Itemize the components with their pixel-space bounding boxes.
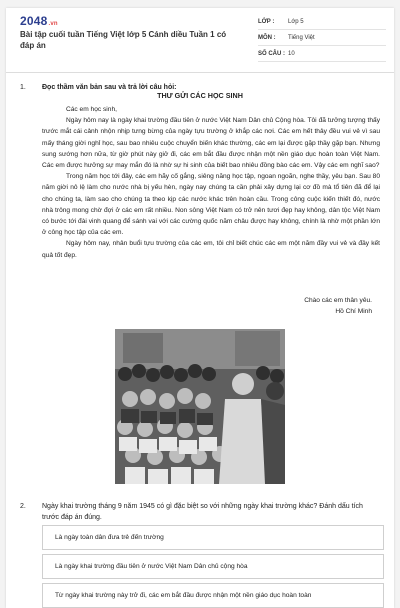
answer-option-1[interactable]: Là ngày toàn dân đưa trẻ đến trường bbox=[42, 525, 384, 550]
meta-row-grade: LỚP : Lớp 5 bbox=[258, 14, 386, 30]
historical-photo bbox=[115, 329, 285, 484]
letter-paragraph-1: Ngày hôm nay là ngày khai trường đầu tiên ở nước Việt Nam Dân chủ Cộng hòa. Tôi đã tưởng tượng thấy trước mắt cái cảnh nhộn nhịp tưng bừng của ngày tựu trường ở khắp các nơi. Các em hết thảy đều vui vẻ vì sau mấy tháng giời nghỉ học, sau bao nhiêu cuộc chuyển biến khác thường, các em lại được gặp thầy gặp bạn. Nhưng sung sướng hơn nữa, từ giờ phút này giở đi, các em bắt đầu được nhận một nền giáo dục hoàn toàn Việt Nam. Các em được hưởng sự may mắn đó là nhờ sự hi sinh của biết bao nhiêu đồng bào các em. Vậy các em nghĩ sao? bbox=[42, 117, 380, 170]
document-title: Bài tập cuối tuần Tiếng Việt lớp 5 Cánh diều Tuần 1 có đáp án bbox=[20, 30, 227, 50]
answer-option-2[interactable]: Là ngày khai trường đầu tiên ở nước Việt Nam Dân chủ cộng hòa bbox=[42, 554, 384, 579]
meta-row-subject: MÔN : Tiếng Việt bbox=[258, 30, 386, 46]
meta-row-question-count: SỐ CÂU : 10 bbox=[258, 46, 386, 62]
question-2 bbox=[20, 501, 380, 523]
worksheet-meta bbox=[258, 14, 386, 62]
site-logo[interactable]: 2048.vn bbox=[20, 14, 58, 28]
letter-paragraph-2: Trong năm học tới đây, các em hãy cố gắng, siêng năng học tập, ngoan ngoãn, nghe thầy, yêu bạn. Sau 80 năm giời nô lệ làm cho nước nhà bị yếu hèn, ngày nay chúng ta cần phải xây dựng lại cơ đồ mà tổ tiên đã để lại cho chúng ta, làm sao cho chúng ta theo kịp các nước khác trên hoàn cầu. Trong công cuộc kiến thiết đó, nước nhà trông mong chờ đợi ở các em rất nhiều. Non sông Việt Nam có trở nên tươi đẹp hay không, dân tộc Việt Nam có bước tới đài vinh quang để sánh vai với các cường quốc năm châu được hay không, chính là nhờ một phần lớn ở công học tập của các em. bbox=[42, 173, 380, 237]
worksheet-card bbox=[6, 8, 394, 608]
reading-passage bbox=[42, 104, 380, 261]
letter-signature: Hồ Chí Minh bbox=[335, 308, 372, 315]
question-prompt: Đọc thầm văn bản sau và trả lời câu hỏi: bbox=[42, 84, 177, 91]
question-number: 2. bbox=[20, 503, 26, 510]
answer-option-3[interactable]: Từ ngày khai trường này trở đi, các em bắt đầu được nhận một nền giáo dục hoàn toàn bbox=[42, 583, 384, 608]
question-prompt: Ngày khai trường tháng 9 năm 1945 có gì đặc biệt so với những ngày khai trường khác? Đánh dấu tích trước đáp án đúng. bbox=[42, 503, 363, 521]
worksheet-header bbox=[6, 8, 394, 73]
question-number: 1. bbox=[20, 84, 26, 91]
letter-greeting: Các em học sinh, bbox=[66, 106, 117, 113]
letter-paragraph-3: Ngày hôm nay, nhân buổi tựu trường của các em, tôi chỉ biết chúc các em một năm đầy vui vẻ và đầy kết quả tốt đẹp. bbox=[42, 240, 380, 259]
letter-closing: Chào các em thân yêu. bbox=[304, 297, 372, 304]
letter-title: THƯ GỬI CÁC HỌC SINH bbox=[157, 91, 243, 100]
photo-image bbox=[115, 329, 285, 484]
